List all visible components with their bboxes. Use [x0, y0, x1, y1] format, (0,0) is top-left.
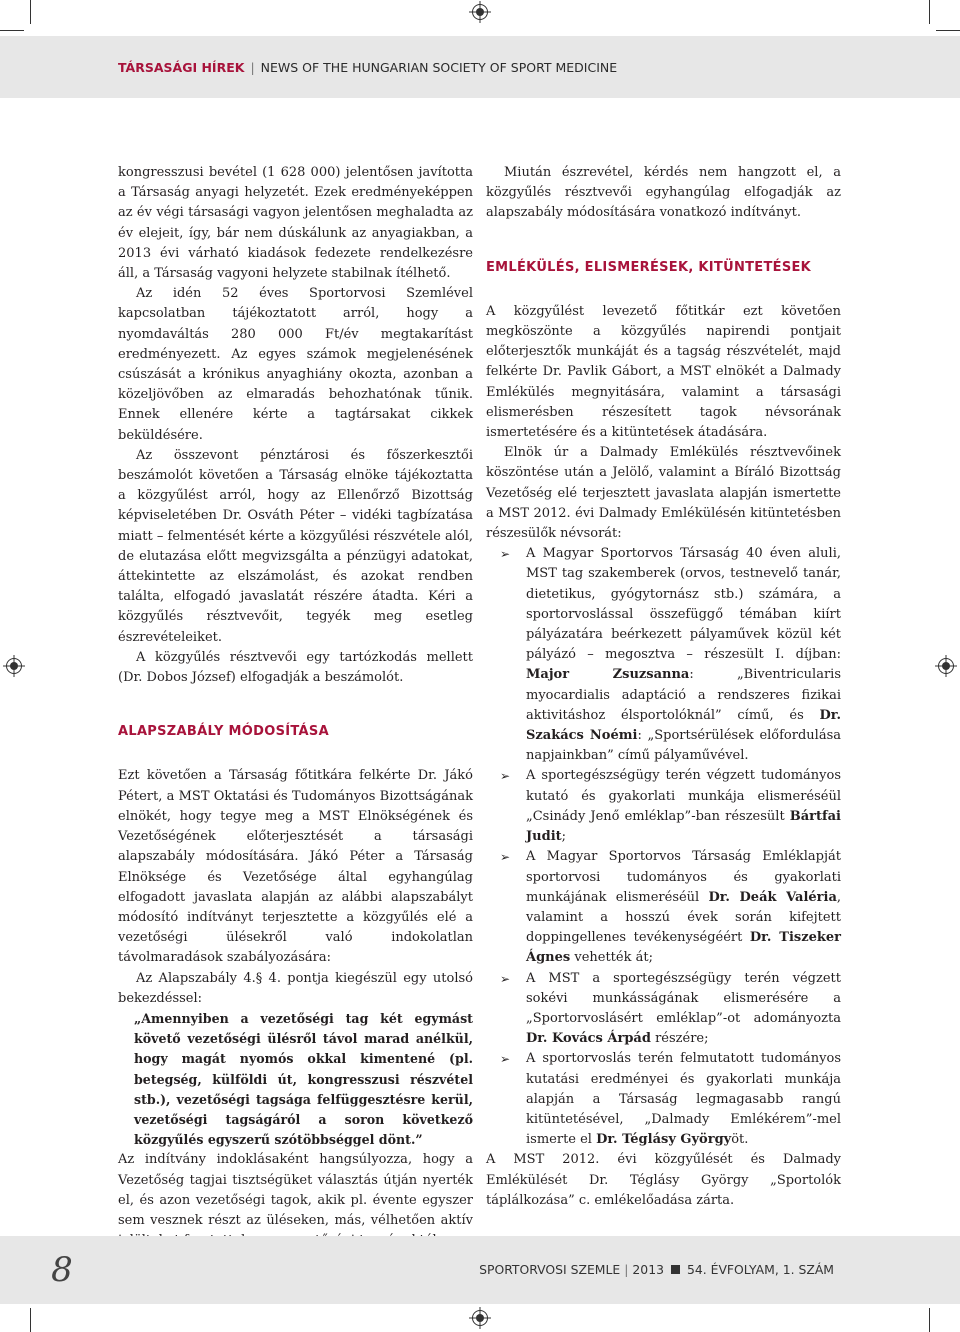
list-item: ➢ A Magyar Sportorvos Társaság 40 éven aluli, MST tag szakemberek (orvos, testnevelő tanár, dietetikus, gyógytornász stb.) számára, a sportorvoslással összefüggő témában kiírt pályázatára beérkezett pályaművek közül két pályázó – megosztva – részesült I. díjban: Major Zsuzsanna: „Biventricularis myocardialis adaptáció a rendszeres fizikai aktivitáshoz élsportolóknál” című, és Dr. Szakács Noémi: „Sportsérülések előfordulása napjainkban” című pályaművével. — [500, 546, 841, 764]
list-item: ➢ A sportegészségügy terén végzett tudományos kutató és gyakorlati munkája elismeréséül „Csinády Jenő emléklap”-ban részesült Bártfai Judit; — [500, 768, 841, 845]
square-bullet-icon — [671, 1265, 680, 1274]
arrow-bullet-icon: ➢ — [500, 769, 511, 784]
arrow-bullet-icon: ➢ — [500, 547, 511, 562]
awardee-name: Dr. Tiszeker Ágnes — [526, 930, 841, 966]
page-number: 8 — [51, 1250, 73, 1290]
paragraph: Elnök úr a Dalmady Emlékülés résztvevőinek köszöntése után a Jelölő, valamint a Bíráló Bizottság Vezetőség elé terjesztett javaslata alapján ismertette a MST 2012. évi Dalmady Emlékülésén kitüntetésben részesülők névsorát: — [486, 445, 841, 542]
paragraph: kongresszusi bevétel (1 628 000) jelentősen javította a Társaság anyagi helyzetét. Ezek eredményeképpen az év végi társasági vagyon jelentősen meghaladta az év elejeit, így, bár nem dúskálunk az anyagiakban, a 2013 évi várható kiadások fedezete rendelkezésre áll, a Társaság vagyoni helyzete stabilnak ítélhető. — [118, 165, 473, 282]
section-heading: EMLÉKÜLÉS, ELISMERÉSEK, KITÜNTETÉSEK — [486, 259, 812, 275]
awardee-name: Dr. Deák Valéria — [708, 889, 837, 905]
journal-volume: 54. ÉVFOLYAM, 1. SZÁM — [686, 1262, 834, 1277]
header-subtitle: NEWS OF THE HUNGARIAN SOCIETY OF SPORT MEDICINE — [260, 60, 618, 75]
paragraph: Az indítvány indoklásaként hangsúlyozza, hogy a Vezetőség tagjai tisztségüket választás útján nyerték el, és azon vezetőségi tagok, akik pl. évente egyszer sem vesznek részt az üléseken, más, vélhetően aktív — [118, 1152, 473, 1228]
arrow-bullet-icon: ➢ — [500, 1052, 511, 1067]
crop-mark — [929, 0, 930, 24]
paragraph: Ezt követően a Társaság főtitkára felkérte Dr. Jákó Pétert, a MST Oktatási és Tudományos Bizottságának elnökét, hogy tegye meg a MST Elnökségének és Vezetőségének előterjesztését a társasági alapszabály módosítására. Jákó Péter a Társaság Elnöksége és Vezetősége által egyhangúlag elfogadott javaslata alapján az alábbi alapszabályt módosító indítványt terjesztette a közgyűlés elé a vezetőségi ülésekről való indokolatlan távolmaradások szabályozására: — [118, 768, 473, 966]
footer-separator: | — [624, 1262, 629, 1277]
running-footer — [479, 1262, 834, 1277]
registration-mark-right — [938, 658, 954, 674]
list-item: ➢ A MST a sportegészségügy terén végzett sokévi munkásságának elismerésére a „Sportorvoslásért emléklap”-ot adományozta Dr. Kovács Árpád részére; — [500, 970, 841, 1047]
paragraph: Az összevont pénztárosi és főszerkesztői beszámolót követően a Társaság elnöke tájékoztatta a közgyűlést arról, hogy az Ellenőrző Bizottság képviseletében Dr. Osváth Péter – vidéki tagbízatása miatt – felmentését kérte a közgyűlési részvétele alól, de elutazása előtt megvizsgálta a pénzügyi adatokat, áttekintette az elszámolást, és azokat rendben találta, elfogadó javaslatát részére átadta. Kéri a közgyűlés résztvevőit, tegyék meg esetleg észrevételeiket. — [118, 447, 473, 645]
registration-mark-left — [6, 658, 22, 674]
crop-mark — [929, 1308, 930, 1332]
paragraph: Miután észrevétel, kérdés nem hangzott el, a közgyűlés résztvevői egyhangúlag elfogadják az alapszabály módosítására vonatkozó indítványt. — [486, 165, 841, 221]
awardee-name: Dr. Téglásy György — [596, 1132, 732, 1148]
running-header — [118, 60, 617, 75]
crop-mark — [936, 30, 960, 31]
registration-mark-bottom — [472, 1310, 488, 1326]
right-column — [486, 163, 841, 1211]
arrow-bullet-icon: ➢ — [500, 971, 511, 986]
award-list — [486, 544, 841, 1150]
section-heading: ALAPSZABÁLY MÓDOSÍTÁSA — [118, 724, 329, 740]
paragraph: Az idén 52 éves Sportorvosi Szemlével kapcsolatban tájékoztatott arról, hogy a nyomdaváltás 280 000 Ft/év megtakarítást eredményezett. Az egyes számok megjelenésének csúszását a krónikus anyaghiány okozta, azonban a közeljövőben az elmaradás behozhatónak tűnik. Ennek ellenére kérte a tagtársakat cikkek beküldésére. — [118, 286, 473, 443]
journal-name: SPORTORVOSI SZEMLE — [479, 1262, 621, 1277]
registration-mark-top — [472, 4, 488, 20]
list-item: ➢ A Magyar Sportorvos Társaság Emléklapját sportorvosi tudományos és gyakorlati munkájának elismeréséül Dr. Deák Valéria, valamint a hosszú évek során kifejtett doppingellenes tevékenységéért Dr. Tiszeker Ágnes vehették át; — [500, 849, 842, 966]
paragraph: A MST 2012. évi közgyűlését és Dalmady Emlékülését Dr. Téglásy György „Sportolók táplálkozása” c. emlékelőadása zárta. — [486, 1152, 841, 1208]
awardee-name: Dr. Szakács Noémi — [526, 707, 841, 744]
block-quote: „Amennyiben a vezetőségi tag két egymást követő vezetőségi ülésről távol marad anélkül, hogy magát nyomós okkal kimentené (pl. betegség, külföldi út, kongresszusi részvétel stb.), vezetőségi tagsága felfüggesztésre kerül, vezetőségi tagságáról a soron következő közgyűlés egyszerű szótöbbséggel dönt.” — [134, 1010, 473, 1148]
awardee-name: Dr. Kovács Árpád — [526, 1031, 651, 1047]
journal-year: 2013 — [632, 1262, 664, 1277]
paragraph: Az Alapszabály 4.§ 4. pontja kiegészül egy utolsó bekezdéssel: — [118, 970, 473, 1006]
section-title: TÁRSASÁGI HÍREK — [118, 60, 245, 75]
arrow-bullet-icon: ➢ — [500, 850, 511, 865]
crop-mark — [0, 30, 24, 31]
paragraph: A közgyűlés résztvevői egy tartózkodás mellett (Dr. Dobos József) elfogadják a beszámolót. — [118, 649, 473, 686]
awardee-name: Major Zsuzsanna — [526, 667, 690, 683]
header-separator: | — [250, 60, 255, 75]
awardee-name: Bártfai Judit — [526, 808, 841, 845]
paragraph: A közgyűlést levezető főtitkár ezt követően megköszönte a közgyűlés napirendi pontjait előterjesztők munkáját és a tagság részvételét, majd felkérte Dr. Pavlik Gábort, a MST elnökét a Dalmady Emlékülés megnyitására, valamint a társasági elismerésben részesített tagok névsorának ismertetésére és a kitüntetések átadására. — [486, 303, 841, 441]
crop-mark — [30, 0, 31, 24]
crop-mark — [30, 1308, 31, 1332]
list-item: ➢ A sportorvoslás terén felmutatott tudományos kutatási eredményei és gyakorlati munkája alapján a Társaság legmagasabb rangú kitüntetésével, „Dalmady Emlékérem”-mel ismerte el Dr. Téglásy Györgyöt. — [500, 1051, 841, 1148]
left-column — [118, 163, 473, 1251]
